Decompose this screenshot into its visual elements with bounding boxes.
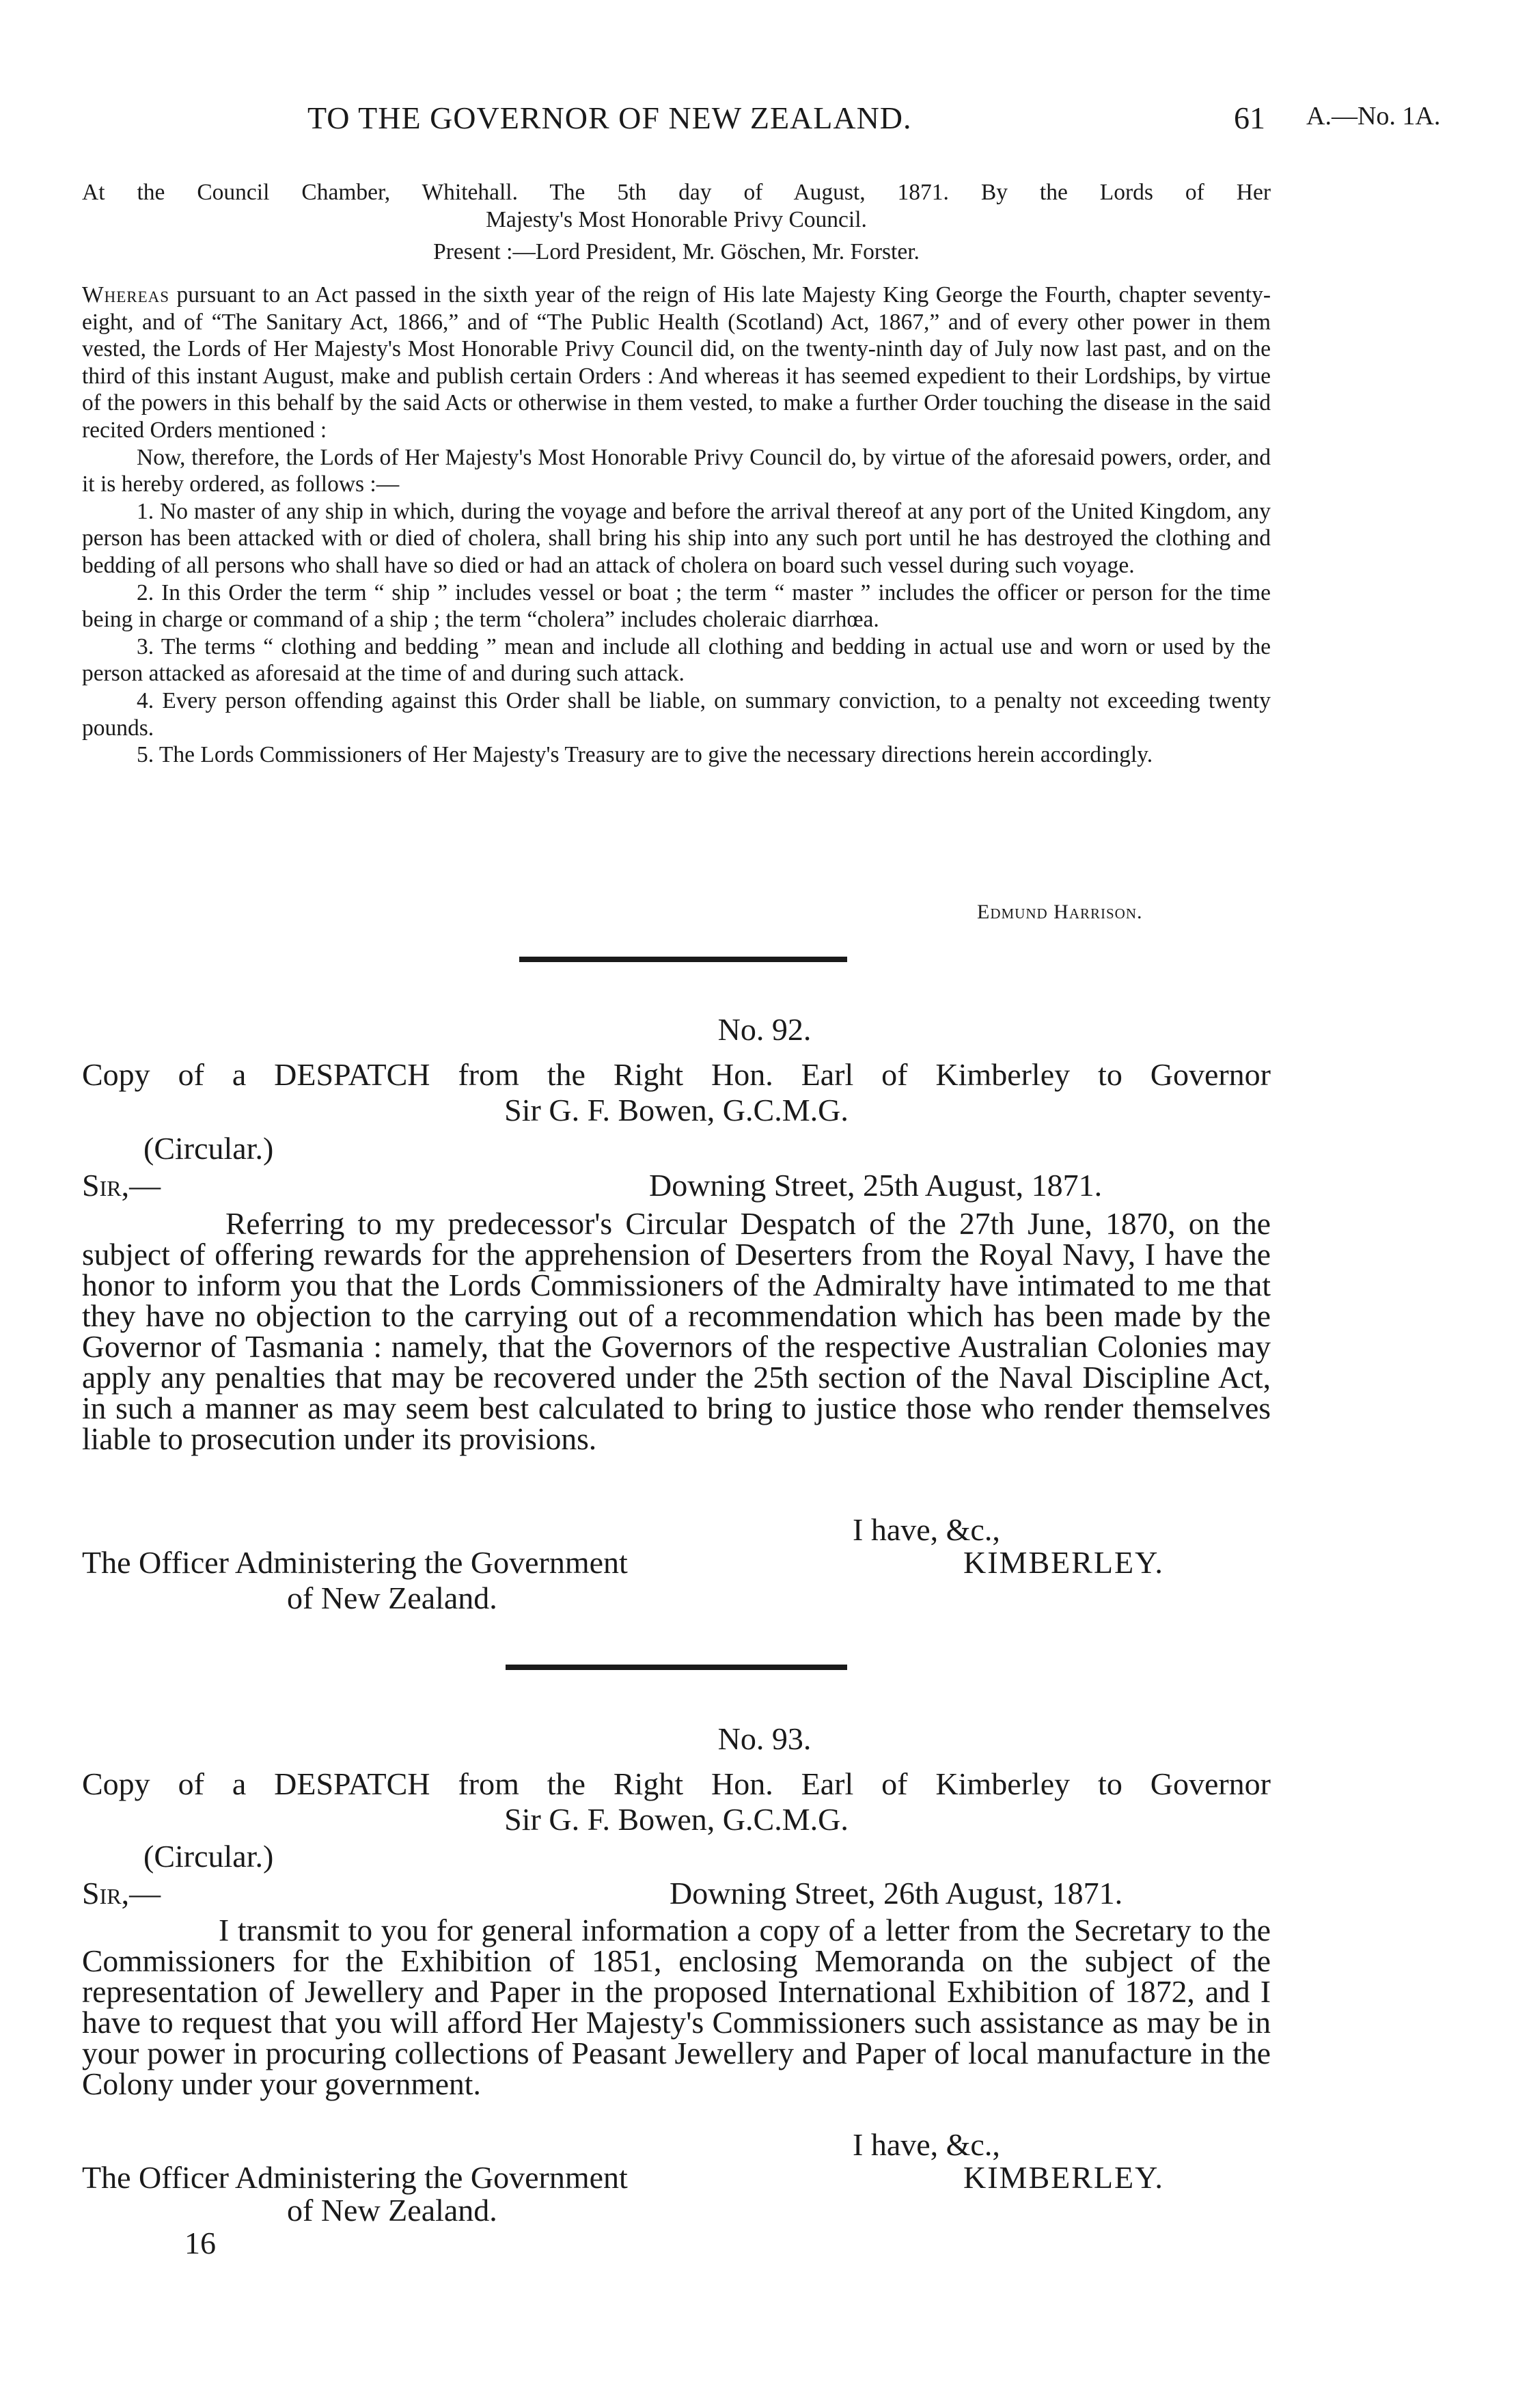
despatch-number: No. 93. bbox=[717, 1721, 812, 1756]
despatch-heading-continued: Sir G. F. Bowen, G.C.M.G. bbox=[504, 1802, 849, 1837]
circular-label: (Circular.) bbox=[143, 1131, 274, 1166]
addressee-continued: of New Zealand. bbox=[287, 1581, 497, 1615]
order-clause: 1. No master of any ship in which, during the voyage and before the arrival thereof at any port of the United Kingdom, any person has been attacked with or died of cholera, shall bring his ship into any such port until he has destroyed the clothing and bedding of all persons who shall have so died or had an attack of cholera on board such vessel during such voyage. bbox=[82, 498, 1271, 578]
running-header bbox=[0, 100, 1529, 148]
order-clause: 4. Every person offending against this Order shall be liable, on summary conviction, to a penalty not exceeding twenty pounds. bbox=[82, 687, 1271, 741]
despatch-body: I transmit to you for general information a copy of a letter from the Secretary to the Commissioners for the Exhibition of 1851, enclosing Memoranda on the subject of the representation of Jewellery and Paper in the proposed International Exhibition of 1872, and I have to request that you will afford Her Majesty's Commissioners such assistance as may be in your power in procuring collections of Peasant Jewellery and Paper of local manufacture in the Colony under your government. bbox=[82, 1913, 1271, 2101]
closing: I have, &c., bbox=[853, 2127, 1000, 2162]
whereas-text: pursuant to an Act passed in the sixth year of the reign of His late Majesty King George the Fourth, chapter seventy-eight, and of “The Sanitary Act, 1866,” and of “The Public Health (Scotland) Act, 1867,” and of every other power in them vested, the Lords of Her Majesty's Most Honorable Privy Council did, on the twenty-ninth day of July now last past, and on the third of this instant August, make and publish certain Orders : And whereas it has seemed expedient to their Lordships, by virtue of the powers in this behalf by the said Acts or otherwise in them vested, to make a further Order touching the disease in the said recited Orders mentioned : bbox=[82, 282, 1271, 443]
salutation: Sir,— bbox=[82, 1168, 161, 1203]
addressee: The Officer Administering the Government bbox=[82, 1545, 628, 1580]
order-clause: 5. The Lords Commissioners of Her Majesty's Treasury are to give the necessary directions herein accordingly. bbox=[137, 742, 1153, 768]
order-clause: 3. The terms “ clothing and bedding ” mean and include all clothing and bedding in actual use and worn or used by the person attacked as aforesaid at the time of and during such attack. bbox=[82, 633, 1271, 687]
signature-mark: 16 bbox=[184, 2226, 216, 2260]
section-divider bbox=[506, 1665, 847, 1670]
despatch-body: Referring to my predecessor's Circular Despatch of the 27th June, 1870, on the subject of offering rewards for the apprehension of Deserters from the Royal Navy, I have the honor to inform you that the Lords Commissioners of the Admiralty have intimated to me that they have no objection to the carrying out of a recommendation which has been made by the Governor of Tasmania : namely, that the Governors of the respective Australian Colonies may apply any penalties that may be recovered under the 25th section of the Naval Discipline Act, in such a manner as may seem best calculated to bring to justice those who render themselves liable to prosecution under its provisions. bbox=[82, 1206, 1271, 1456]
section-divider bbox=[519, 957, 847, 962]
despatch-number: No. 92. bbox=[717, 1012, 812, 1047]
running-title: TO THE GOVERNOR OF NEW ZEALAND. bbox=[307, 100, 912, 135]
order-signature: Edmund Harrison. bbox=[977, 901, 1143, 923]
order-clause: 2. In this Order the term “ ship ” includes vessel or boat ; the term “ master ” includes the officer or person for the time being in charge or command of a ship ; the term “cholera” includes choleraic diarrhœa. bbox=[82, 579, 1271, 633]
paper-reference: A.—No. 1A. bbox=[1306, 102, 1441, 131]
despatch-signature: KIMBERLEY. bbox=[963, 1545, 1164, 1580]
salutation: Sir,— bbox=[82, 1876, 161, 1911]
order-body bbox=[82, 282, 1271, 769]
addressee-continued: of New Zealand. bbox=[287, 2193, 497, 2228]
dateline: Downing Street, 25th August, 1871. bbox=[649, 1168, 1103, 1203]
present-line: Present :—Lord President, Mr. Göschen, Mr. Forster. bbox=[433, 239, 920, 264]
despatch-heading-continued: Sir G. F. Bowen, G.C.M.G. bbox=[504, 1093, 849, 1127]
despatch-heading: Copy of a DESPATCH from the Right Hon. Earl of Kimberley to Governor bbox=[82, 1766, 1271, 1801]
now-therefore-paragraph: Now, therefore, the Lords of Her Majesty's Most Honorable Privy Council do, by virtue of the aforesaid powers, order, and it is hereby ordered, as follows :— bbox=[82, 444, 1271, 497]
whereas-lead: Whereas bbox=[82, 282, 170, 307]
whereas-paragraph bbox=[82, 282, 1271, 444]
addressee: The Officer Administering the Government bbox=[82, 2160, 628, 2195]
council-line: At the Council Chamber, Whitehall. The 5th day of August, 1871. By the Lords of Her bbox=[82, 180, 1271, 205]
council-line-continued: Majesty's Most Honorable Privy Council. bbox=[486, 207, 867, 232]
circular-label: (Circular.) bbox=[143, 1839, 274, 1874]
page-number: 61 bbox=[1234, 100, 1265, 135]
closing: I have, &c., bbox=[853, 1512, 1000, 1547]
despatch-signature: KIMBERLEY. bbox=[963, 2160, 1164, 2195]
despatch-heading: Copy of a DESPATCH from the Right Hon. Earl of Kimberley to Governor bbox=[82, 1057, 1271, 1092]
dateline: Downing Street, 26th August, 1871. bbox=[670, 1876, 1123, 1911]
